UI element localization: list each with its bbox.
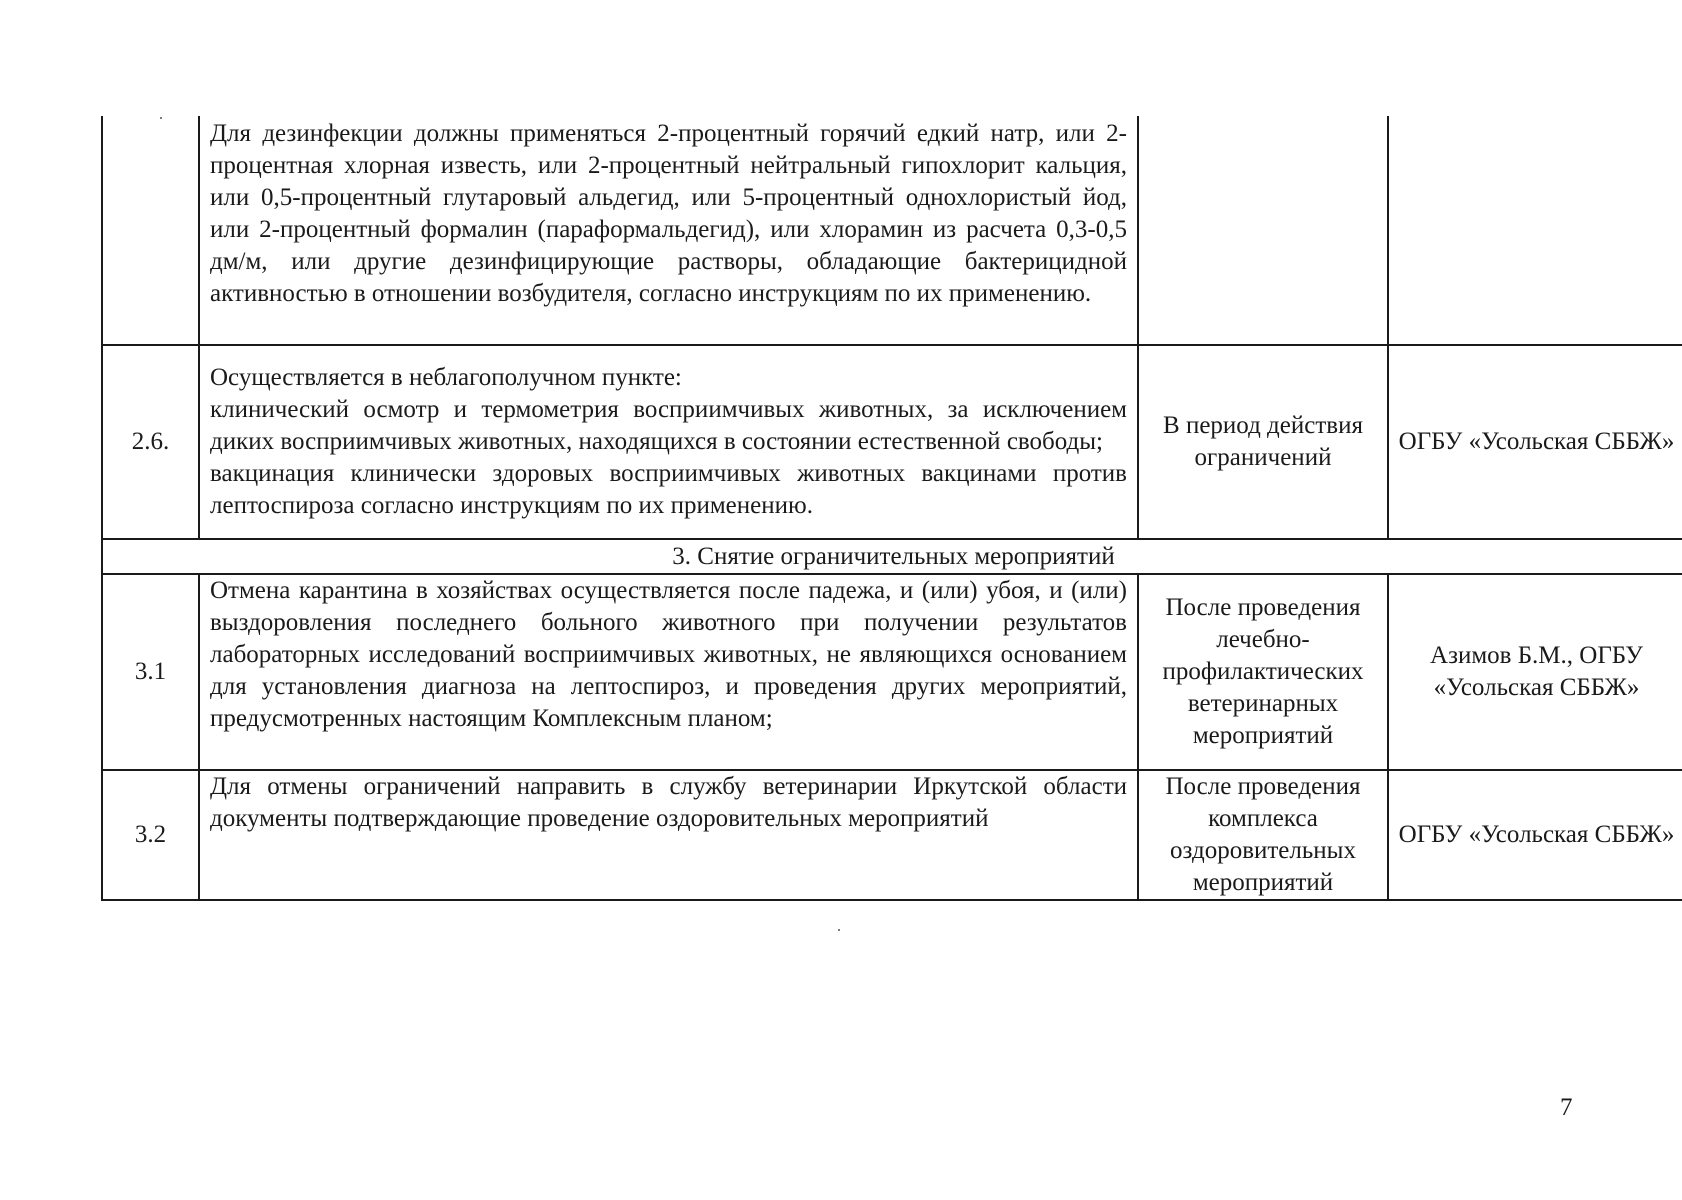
measure-paragraph: Осуществляется в неблагополучном пункте: — [210, 364, 682, 391]
deadline-cell: После проведения лечебно-профилактических ветеринарных мероприятий — [1138, 574, 1388, 770]
table-row — [102, 770, 1682, 900]
row-number-cell: 3.1 — [102, 574, 199, 770]
row-number-cell — [102, 116, 199, 345]
deadline-cell: В период действия ограничений — [1138, 345, 1388, 539]
responsible-cell: Азимов Б.М., ОГБУ «Усольская СББЖ» — [1388, 574, 1682, 770]
measure-text-cell — [199, 116, 1138, 345]
measure-text-cell — [199, 574, 1138, 770]
measure-paragraph: Отмена карантина в хозяйствах осуществляется после падежа, и (или) убоя, и (или) выздоровления последнего больного животного при получении результатов лабораторных исследований восприимчивых животных, не являющихся основанием для установления диагноза на лептоспироз, и проведения других мероприятий, предусмотренных настоящим Комплексным планом; — [210, 577, 1127, 732]
section-heading-row — [102, 539, 1682, 574]
responsible-cell: ОГБУ «Усольская СББЖ» — [1388, 345, 1682, 539]
table-row — [102, 116, 1682, 345]
measure-paragraph: Для отмены ограничений направить в службу ветеринарии Иркутской области документы подтверждающие проведение оздоровительных мероприятий — [210, 773, 1127, 832]
deadline-cell — [1138, 116, 1388, 345]
deadline-cell: После проведения комплекса оздоровительных мероприятий — [1138, 770, 1388, 900]
measure-paragraph: вакцинация клинически здоровых восприимчивых животных вакцинами против лептоспироза согласно инструкциям по их применению. — [210, 460, 1127, 519]
table-row — [102, 574, 1682, 770]
responsible-cell: ОГБУ «Усольская СББЖ» — [1388, 770, 1682, 900]
row-number-cell: 2.6. — [102, 345, 199, 539]
measure-paragraph: Для дезинфекции должны применяться 2-процентный горячий едкий натр, или 2-процентная хлорная известь, или 2-процентный нейтральный гипохлорит кальция, или 0,5-процентный глутаровый альдегид, или 5-процентный однохлористый йод, или 2-процентный формалин (параформальдегид), или хлорамин из расчета 0,3-0,5 дм/м, или другие дезинфицирующие растворы, обладающие бактерицидной активностью в отношении возбудителя, согласно инструкциям по их применению. — [210, 120, 1127, 307]
scan-speck — [838, 929, 840, 931]
measure-text-cell — [199, 770, 1138, 900]
table-row — [102, 345, 1682, 539]
measure-text-cell — [199, 345, 1138, 539]
scan-speck — [160, 117, 162, 119]
measures-table — [101, 116, 1682, 901]
measure-paragraph: клинический осмотр и термометрия восприимчивых животных, за исключением диких восприимчивых животных, находящихся в состоянии естественной свободы; — [210, 396, 1127, 455]
row-number-cell: 3.2 — [102, 770, 199, 900]
responsible-cell — [1388, 116, 1682, 345]
section-heading: 3. Снятие ограничительных мероприятий — [102, 539, 1682, 574]
page-number: 7 — [1560, 1094, 1573, 1121]
